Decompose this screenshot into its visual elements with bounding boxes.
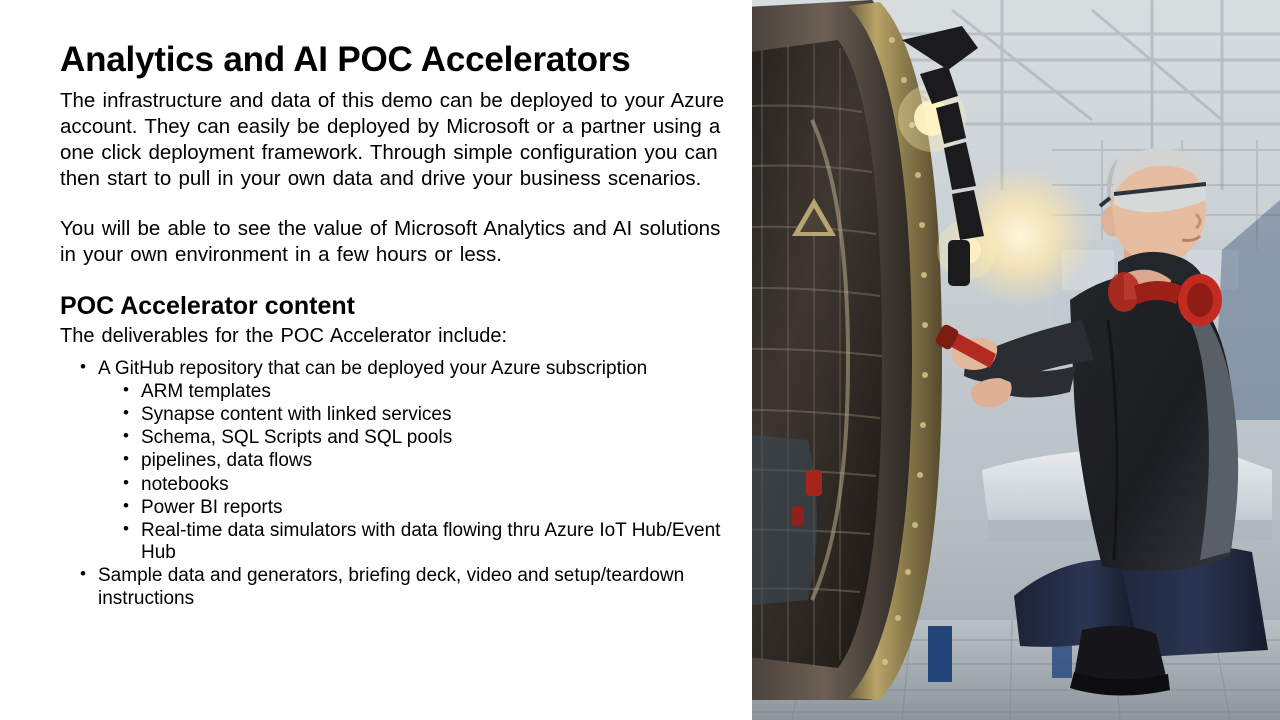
deliverables-sublist bbox=[98, 381, 730, 565]
list-item-label: pipelines, data flows bbox=[141, 450, 313, 472]
list-item-label: A GitHub repository that can be deployed your Azure subscription bbox=[98, 358, 648, 380]
list-item-label: notebooks bbox=[141, 473, 229, 495]
list-item-label: ARM templates bbox=[141, 380, 271, 402]
page-title: Analytics and AI POC Accelerators bbox=[60, 40, 631, 79]
technician-inspecting-jet-engine-photo bbox=[752, 0, 1280, 720]
intro-paragraph-2: You will be able to see the value of Microsoft Analytics and AI solutions in your own environment in a few hours or less. bbox=[60, 217, 721, 267]
list-item-label: Schema, SQL Scripts and SQL pools bbox=[141, 427, 453, 449]
list-item bbox=[123, 474, 730, 496]
list-item bbox=[123, 404, 730, 426]
list-item-label: Real-time data simulators with data flowing thru Azure IoT Hub/Event Hub bbox=[141, 519, 721, 564]
deliverables-list bbox=[60, 358, 730, 609]
deliverables-intro: The deliverables for the POC Accelerator include: bbox=[60, 325, 507, 348]
list-item bbox=[80, 565, 730, 609]
list-item-label: Power BI reports bbox=[141, 496, 283, 518]
list-item-label: Synapse content with linked services bbox=[141, 403, 452, 425]
intro-paragraph-1: The infrastructure and data of this demo can be deployed to your Azure account. They can easily be deployed by Microsoft or a partner using a one click deployment framework. Through simple configuration you can then start to pull in your own data and drive your business scenarios. bbox=[60, 89, 725, 191]
list-item bbox=[80, 358, 730, 564]
list-item bbox=[123, 497, 730, 519]
list-item bbox=[123, 427, 730, 449]
slide-text-content bbox=[60, 40, 730, 611]
list-item bbox=[123, 381, 730, 403]
list-item bbox=[123, 450, 730, 472]
section-heading: POC Accelerator content bbox=[60, 292, 355, 321]
list-item bbox=[123, 520, 730, 564]
list-item-label: Sample data and generators, briefing deck, video and setup/teardown instructions bbox=[98, 565, 685, 609]
